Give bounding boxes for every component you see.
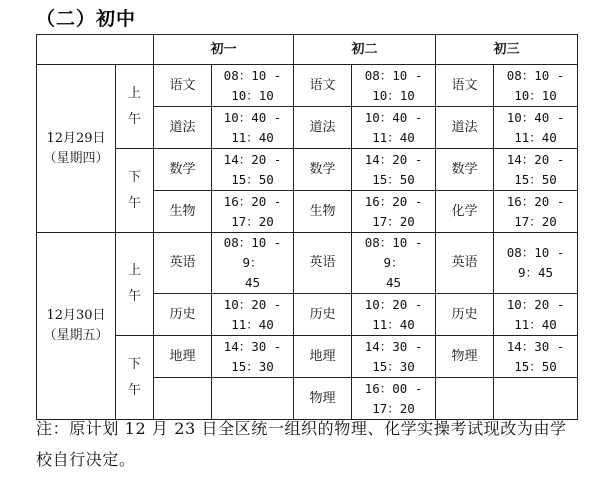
time-cell: 08：10 - 9： 45	[212, 233, 294, 294]
subject-cell: 数学	[154, 149, 212, 191]
period-cell-am	[116, 65, 154, 149]
subject-cell: 英语	[154, 233, 212, 294]
time-cell: 16：00 - 17：20	[352, 378, 436, 420]
exam-schedule-table	[36, 34, 578, 420]
time-cell: 08：10 - 10：10	[352, 65, 436, 107]
date-cell	[37, 65, 116, 233]
period-label: 下午	[127, 169, 141, 211]
period-cell-pm	[116, 336, 154, 420]
section-title: （二）初中	[36, 8, 137, 30]
period-label: 上午	[127, 263, 141, 304]
table-row	[37, 233, 578, 294]
subject-cell: 语文	[436, 65, 494, 107]
time-cell: 10：20 - 11：40	[212, 294, 294, 336]
time-cell: 16：20 - 17：20	[212, 191, 294, 233]
time-cell: 16：20 - 17：20	[494, 191, 578, 233]
subject-cell: 生物	[154, 191, 212, 233]
header-grade-3: 初三	[436, 35, 578, 65]
subject-cell: 数学	[436, 149, 494, 191]
subject-cell: 语文	[154, 65, 212, 107]
subject-cell: 道法	[294, 107, 352, 149]
time-cell: 10：40 - 11：40	[212, 107, 294, 149]
subject-cell: 物理	[294, 378, 352, 420]
subject-cell: 道法	[436, 107, 494, 149]
weekday-label: （星期四）	[43, 150, 109, 166]
subject-cell: 历史	[154, 294, 212, 336]
time-cell: 14：30 - 15：30	[212, 336, 294, 378]
subject-cell: 历史	[436, 294, 494, 336]
header-grade-1: 初一	[154, 35, 294, 65]
time-cell: 14：30 - 15：30	[352, 336, 436, 378]
subject-cell: 道法	[154, 107, 212, 149]
time-cell: 08：10 - 9： 45	[352, 233, 436, 294]
time-cell: 14：30 - 15：50	[494, 336, 578, 378]
period-cell-am	[116, 233, 154, 336]
subject-cell: 英语	[294, 233, 352, 294]
period-cell-pm	[116, 149, 154, 233]
period-label: 下午	[127, 356, 141, 398]
subject-cell: 物理	[436, 336, 494, 378]
table-row	[37, 65, 578, 107]
time-cell: 10：40 - 11：40	[352, 107, 436, 149]
time-cell: 16：20 - 17：20	[352, 191, 436, 233]
time-cell: 14：20 - 15：50	[352, 149, 436, 191]
subject-cell: 生物	[294, 191, 352, 233]
time-cell: 10：20 - 11：40	[494, 294, 578, 336]
subject-cell: 化学	[436, 191, 494, 233]
period-label: 上午	[127, 85, 141, 127]
table-row	[37, 149, 578, 191]
date-cell	[37, 233, 116, 420]
date-label: 12月29日	[46, 130, 106, 146]
table-row	[37, 336, 578, 378]
time-cell: 08：10 - 10：10	[212, 65, 294, 107]
subject-cell: 英语	[436, 233, 494, 294]
header-grade-2: 初二	[294, 35, 436, 65]
time-cell: 14：20 - 15：50	[494, 149, 578, 191]
time-cell: 08：10 - 10：10	[494, 65, 578, 107]
time-cell: 10：40 - 11：40	[494, 107, 578, 149]
subject-cell: 数学	[294, 149, 352, 191]
date-label: 12月30日	[46, 308, 106, 323]
header-row	[37, 35, 578, 65]
footnote: 注：原计划 12 月 23 日全区统一组织的物理、化学实操考试现改为由学校自行决定。	[36, 419, 567, 469]
subject-cell: 地理	[294, 336, 352, 378]
time-cell: 14：20 - 15：50	[212, 149, 294, 191]
time-cell: 10：20 - 11：40	[352, 294, 436, 336]
time-cell: 08：10 - 9：45	[494, 233, 578, 294]
header-corner	[37, 35, 154, 65]
subject-cell: 地理	[154, 336, 212, 378]
subject-cell: 语文	[294, 65, 352, 107]
weekday-label: （星期五）	[43, 328, 109, 343]
subject-cell: 历史	[294, 294, 352, 336]
